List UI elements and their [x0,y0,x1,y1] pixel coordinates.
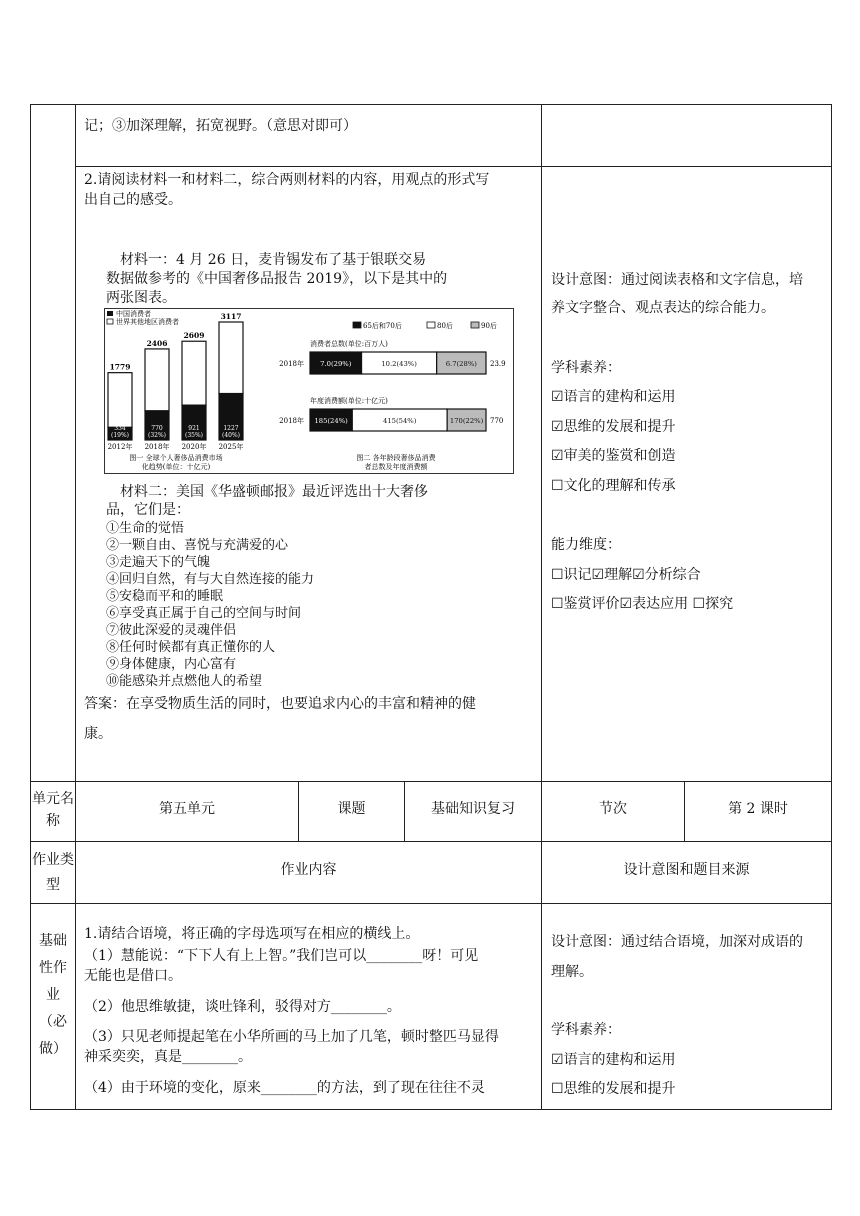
checked-box-icon: ☑ [551,448,564,464]
legend-swatch-china [107,311,113,316]
period-value: 第 2 课时 [728,801,788,817]
material2-item: ②一颗自由、喜悦与充满爱的心 [106,538,289,553]
table-right-border [831,104,832,1110]
q2-literacy-item: ☑思维的发展和提升 [551,419,676,435]
segment-label: 7.0(29%) [320,360,352,368]
china-value-label: 1227 [223,425,239,432]
china-share-label: (32%) [147,432,167,439]
total-label: 3117 [220,312,242,321]
top-row-content: 记；③加深理解，拓宽视野。（意思对即可） [84,118,357,134]
row-total: 770 [490,417,504,425]
basic-literacy-title: 学科素养： [551,1022,621,1038]
china-value-label: 334 [114,425,126,432]
unit-value: 第五单元 [159,801,215,817]
legend-label: 世界其他地区消费者 [116,318,179,326]
row-total: 23.9 [490,360,506,368]
material2-intro1: 材料二：美国《华盛顿邮报》最近评选出十大奢侈 [120,484,428,500]
category-label: 2025年 [218,443,244,451]
basic-literacy-item: ☐思维的发展和提升 [551,1081,676,1097]
row-label: 2018年 [279,417,304,425]
material2-item: ①生命的觉悟 [106,521,185,536]
basic-literacy-item: ☑语言的建构和运用 [551,1052,676,1068]
row-title: 年度消费额(单位:十亿元) [310,397,388,405]
category-label: 2018年 [144,443,170,451]
basic-homework-type: 基础性作业（必做） [39,933,67,1057]
basic-q1-item4: （4）由于环境的变化，原来________的方法，到了现在往往不灵 [84,1080,485,1096]
legend-swatch [471,322,479,328]
china-value-label: 770 [151,425,163,432]
q2-literacy-item: ☑审美的鉴赏和创造 [551,448,676,464]
table-bottom-border [30,1109,832,1110]
table-top-border [30,104,832,105]
unit-name-label: 单元名称 [32,791,74,829]
material2-intro2: 品，它们是： [106,502,190,518]
china-share-label: (40%) [221,432,241,439]
segment-label: 415(54%) [383,417,417,425]
material2-list [106,520,314,690]
legend-label: 65后和70后 [363,322,402,330]
empty-box-icon: ☐ [551,478,564,494]
material2-item: ⑩能感染并点燃他人的希望 [106,674,263,689]
basic-q1-item3b: 神采奕奕，真是________。 [84,1049,252,1065]
material2-item: ⑤安稳而平和的睡眠 [106,589,224,604]
legend-swatch [427,322,435,328]
basic-q1-item3a: （3）只见老师提起笔在小华所画的马上加了几笔，顿时整匹马显得 [84,1029,499,1045]
legend-label: 中国消费者 [116,310,151,318]
material1-line1: 材料一：4 月 26 日，麦肯锡发布了基于银联交易 [120,252,427,268]
row-divider-2 [30,781,832,782]
checked-box-icon: ☑ [551,1052,564,1068]
material1-line2: 数据做参考的《中国奢侈品报告 2019》，以下是其中的 [106,271,448,287]
chart-caption: 图二 各年龄段奢侈品消费 [356,454,436,462]
bar-world [108,373,132,428]
row-label: 2018年 [279,360,304,368]
row-divider-4 [30,903,832,904]
homework-type-label: 作业类型 [32,852,74,893]
basic-design-intent-line2: 理解。 [551,964,593,980]
segment-label: 170(22%) [449,417,484,425]
checked-box-icon: ☑ [551,419,564,435]
q2-prompt-line2: 出自己的感受。 [84,192,182,208]
col-divider-left [75,104,76,1110]
bar-world [219,322,243,394]
legend-label: 90后 [481,322,497,330]
table-left-border [30,104,31,1110]
q2-ability-title: 能力维度： [551,537,621,553]
china-value-label: 921 [188,425,200,432]
material2-item: ⑧任何时候都有真正懂你的人 [106,640,276,655]
segment-label: 185(24%) [314,417,348,425]
q2-ability-row1: ☐识记☑理解☑分析综合 [551,567,701,583]
basic-design-intent-line1: 设计意图：通过结合语境，加深对成语的 [551,934,803,950]
material1-line3: 两张图表。 [106,290,176,306]
bar-world [145,349,169,411]
q2-literacy-item: ☑语言的建构和运用 [551,389,676,405]
chart-caption: 图一 全球个人奢侈品消费市场 [129,454,223,462]
lesson-value: 基础知识复习 [431,801,515,817]
row-divider-3 [30,841,832,842]
q2-answer-line1: 答案：在享受物质生活的同时，也要追求内心的丰富和精神的健 [84,696,476,712]
material2-item: ④回归自然，有与大自然连接的能力 [106,572,315,587]
legend-swatch [353,322,361,328]
row-title: 消费者总数(单位:百万人) [310,340,388,348]
category-label: 2012年 [107,443,133,451]
bar-world [182,341,206,405]
category-label: 2020年 [181,443,207,451]
material2-item: ⑨身体健康，内心富有 [106,657,237,672]
material2-item: ⑥享受真正属于自己的空间与时间 [106,606,302,621]
charts-figure [104,308,514,474]
total-label: 2406 [146,338,168,348]
material2-item: ③走遍天下的气魄 [106,555,211,570]
period-label: 节次 [599,801,627,817]
empty-box-icon: ☐ [551,1081,564,1097]
total-label: 2609 [183,331,205,341]
q2-answer-line2: 康。 [84,726,112,742]
basic-q1-title: 1.请结合语境，将正确的字母选项写在相应的横线上。 [84,926,420,942]
q2-prompt-line1: 2.请阅读材料一和材料二，综合两则材料的内容，用观点的形式写 [84,172,490,188]
legend-swatch-world [107,319,113,324]
q2-design-intent-line2: 养文字整合、观点表达的综合能力。 [551,300,775,316]
material2-item: ⑦彼此深爱的灵魂伴侣 [106,623,237,638]
chart-caption: 者总数及年度消费额 [364,463,428,471]
segment-label: 10.2(43%) [381,360,417,368]
basic-q1-item1b: 无能也是借口。 [84,968,182,984]
q2-ability-row2: ☐鉴赏评价☑表达应用 ☐探究 [551,596,734,612]
chart-caption: 化趋势(单位：十亿元) [141,463,211,471]
basic-q1-item1a: （1）慧能说：“下下人有上上智。”我们岂可以________呀！可见 [84,948,479,964]
design-source-label: 设计意图和题目来源 [623,862,750,878]
q2-literacy-item: ☐文化的理解和传承 [551,478,676,494]
lesson-label: 课题 [337,801,366,817]
legend-label: 80后 [437,322,453,330]
homework-content-label: 作业内容 [280,862,337,878]
basic-q1-item2: （2）他思维敏捷，谈吐锋利，驳得对方________。 [84,999,401,1015]
checked-box-icon: ☑ [551,389,564,405]
china-share-label: (19%) [110,432,130,439]
segment-label: 6.7(28%) [445,360,477,368]
china-share-label: (35%) [184,432,204,439]
col-divider-main [541,104,542,1110]
q2-design-intent-line1: 设计意图：通过阅读表格和文字信息，培 [551,272,803,288]
total-label: 1779 [109,362,131,372]
q2-literacy-title: 学科素养： [551,360,621,376]
